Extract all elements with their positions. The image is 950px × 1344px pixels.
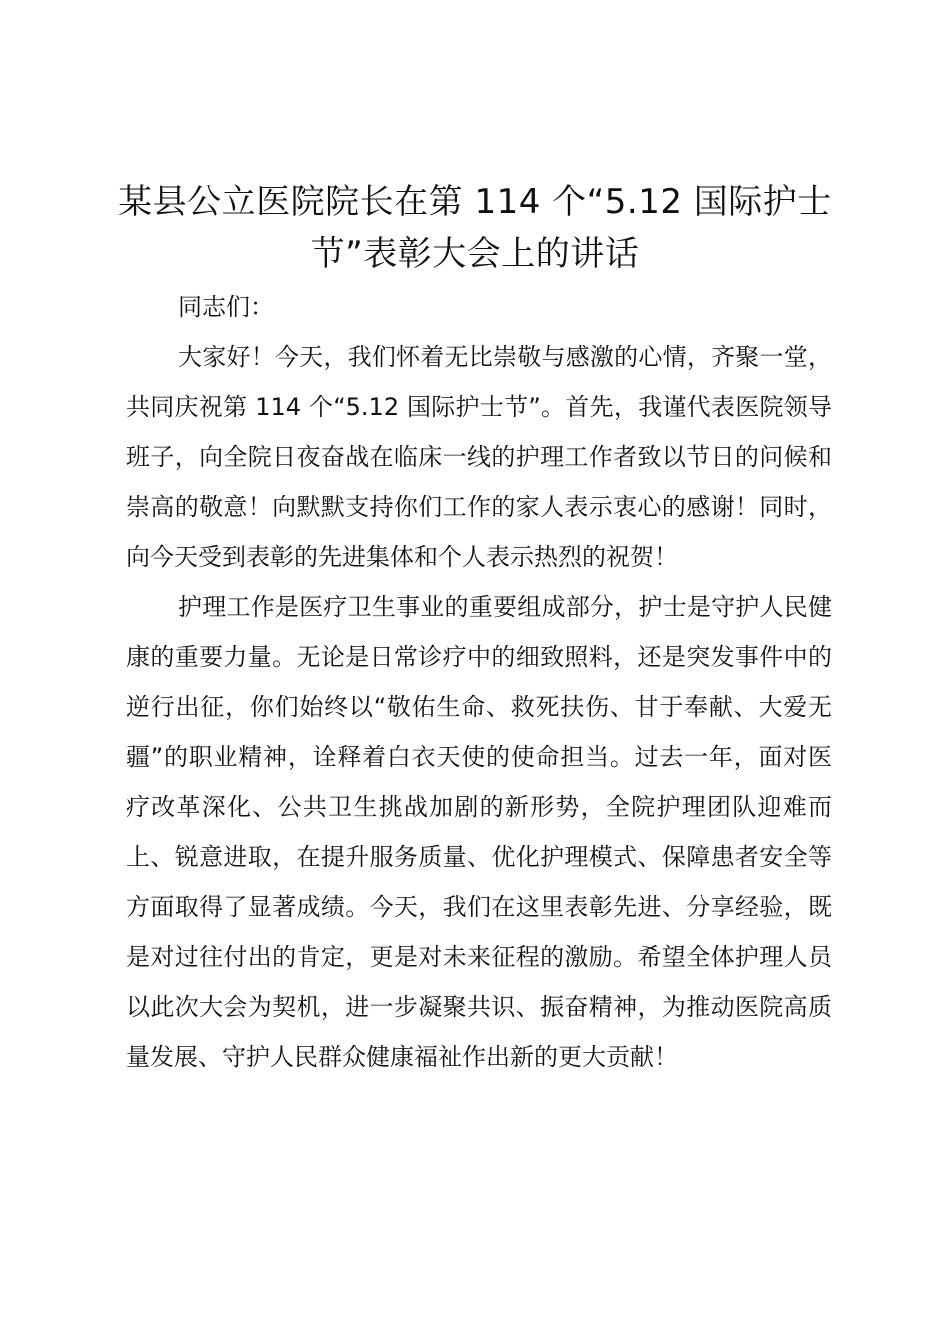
paragraph-nursing-work: 护理工作是医疗卫生事业的重要组成部分，护士是守护人民健康的重要力量。无论是日常诊疗中的细致照料，还是突发事件中的逆行出征，你们始终以“敬佑生命、救死扶伤、甘于奉献、大爱无疆”的职业精神，诠释着白衣天使的使命担当。过去一年，面对医疗改革深化、公共卫生挑战加剧的新形势，全院护理团队迎难而上、锐意进取，在提升服务质量、优化护理模式、保障患者安全等方面取得了显著成绩。今天，我们在这里表彰先进、分享经验，既是对过往付出的肯定，更是对未来征程的激励。希望全体护理人员以此次大会为契机，进一步凝聚共识、振奋精神，为推动医院高质量发展、守护人民群众健康福祉作出新的更大贡献！ [126,593,832,1071]
paragraph-opening: 大家好！今天，我们怀着无比崇敬与感激的心情，齐聚一堂，共同庆祝第 114 个“5.12 国际护士节”。首先，我谨代表医院领导班子，向全院日夜奋战在临床一线的护理工作者致以节日的问候和崇高的敬意！向默默支持你们工作的家人表示衷心的感谢！同时，向今天受到表彰的先进集体和个人表示热烈的祝贺！ [126,343,832,571]
document-title: 某县公立医院院长在第 114 个“5.12 国际护士节”表彰大会上的讲话 [118,182,832,274]
salutation: 同志们： [178,293,274,321]
document-body [126,282,832,1082]
